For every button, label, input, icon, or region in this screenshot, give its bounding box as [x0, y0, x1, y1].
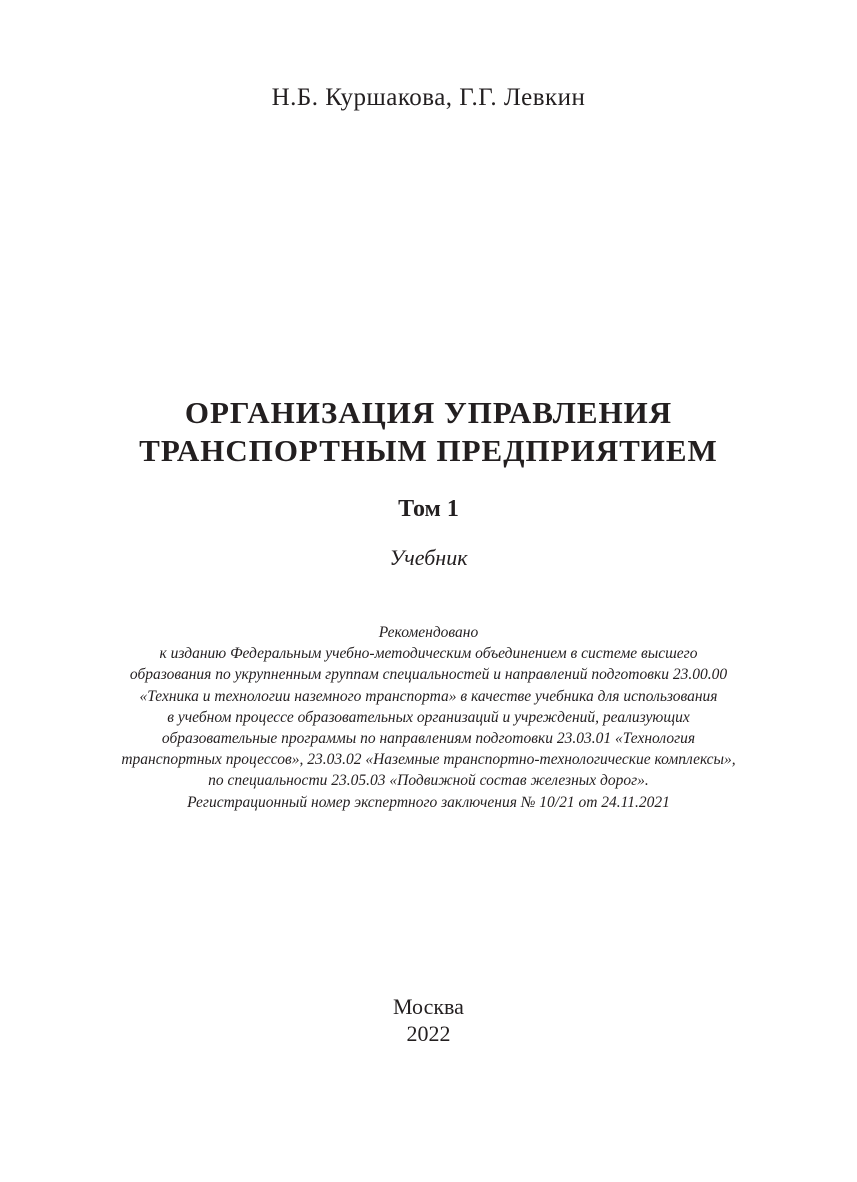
recommendation-line: образовательные программы по направлениям подготовки 23.03.01 «Технология — [161, 730, 696, 748]
authors: Н.Б. Куршакова, Г.Г. Левкин — [271, 84, 586, 111]
recommendation-line: образования по укрупненным группам специальностей и направлений подготовки 23.00.00 — [129, 666, 728, 684]
recommendation-line: Рекомендовано — [378, 624, 479, 641]
recommendation-line: транспортных процессов», 23.03.02 «Наземные транспортно-технологические комплексы», — [121, 751, 736, 769]
publication-city: Москва — [393, 994, 464, 1019]
publication-year: 2022 — [406, 1021, 451, 1046]
recommendation-block — [0, 622, 857, 813]
recommendation-line: Регистрационный номер экспертного заключения № 10/21 от 24.11.2021 — [187, 793, 670, 811]
document-type: Учебник — [389, 545, 468, 570]
publication-info — [0, 993, 857, 1047]
recommendation-line: по специальности 23.05.03 «Подвижной состав железных дорог». — [208, 772, 649, 790]
book-title-line: ТРАНСПОРТНЫМ ПРЕДПРИЯТИЕМ — [139, 433, 718, 468]
recommendation-line: «Техника и технологии наземного транспорта» в качестве учебника для использования — [139, 687, 718, 705]
recommendation-line: в учебном процессе образовательных организаций и учреждений, реализующих — [167, 708, 690, 726]
volume-label: Том 1 — [398, 496, 459, 522]
book-title — [0, 394, 857, 470]
book-title-line: ОРГАНИЗАЦИЯ УПРАВЛЕНИЯ — [184, 395, 673, 430]
recommendation-line: к изданию Федеральным учебно-методическим объединением в системе высшего — [159, 645, 698, 663]
